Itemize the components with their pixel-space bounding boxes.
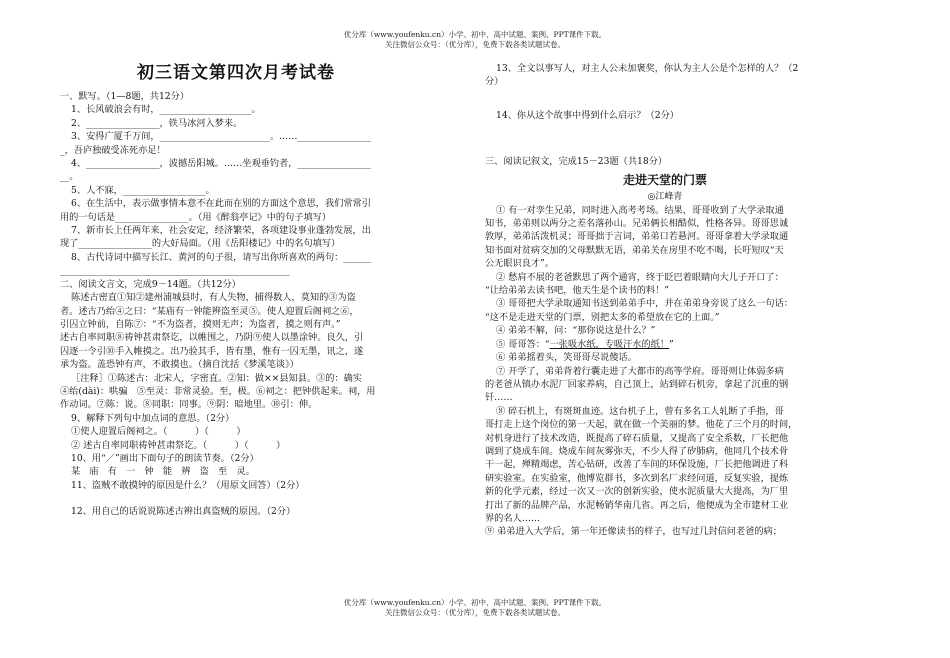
story-line-suffix: ” (669, 338, 674, 350)
question-line: 用的一句话是________________。（用《醉翁亭记》中的句子填写） (60, 211, 332, 223)
notes-line: ［注释］①陈述古：北宋人，字密直。②知：做××县知县。③的：确实 (71, 372, 363, 384)
right-column (485, 62, 845, 539)
story-line: ⑥ 弟弟摇着头，笑哥哥尽说傻话。 (496, 352, 637, 364)
notes-line: 作动词。⑦陈：说。⑧同职：同事。⑨阴：暗地里。⑩引：伸。 (60, 399, 318, 411)
story-line: 研实验室。在实验室，他博览群书，多次到名厂求经问道，反复实验，提炼 (485, 472, 789, 484)
story-line: ④ 弟弟不解，问：“那你说这是什么？” (496, 325, 656, 337)
page-header (0, 30, 950, 50)
story-line: ⑧ 碎石机上，有斑斑血迹。这台机子上，曾有多名工人轧断了手指，哥 (496, 405, 784, 417)
story-line: 公无眼识良才”。 (485, 258, 555, 270)
question-line: 现了________________的大好局面。（用《岳阳楼记》中的名句填写） (60, 238, 341, 250)
footer-line-1: 优分库（www.youfenku.cn）小学、初中、高中试题、案例、PPT课件下载。 (343, 598, 607, 607)
section-3-heading: 三、阅读记叙文，完成15－23题（共18分） (485, 156, 668, 168)
header-line-1: 优分库（www.youfenku.cn）小学、初中、高中试题、案例、PPT课件下载。 (343, 30, 607, 39)
question-line: 7、新市长上任两年来，社会安定，经济繁荣，各项建设事业蓬勃发展，出 (71, 225, 371, 237)
notes-line: ④绐(dài)：哄骗 ⑤至灵：非常灵验。至，极。⑥祠之：把钟供起来。祠，用 (60, 385, 376, 397)
question-line: 1、长风破浪会有时，____________________。 (71, 104, 261, 116)
story-line: 知书面对贫病交加的父母默默无语，弟弟关在房里不吃不喝，长吁短叹“天 (485, 244, 784, 256)
question-line: 11、盗贼不敢摸钟的原因是什么？（用原文回答）（2分） (71, 479, 305, 491)
story-line: 哥打走上这个岗位的第一天起，就在做一个美丽的梦。他花了三个月的时间， (485, 419, 798, 431)
rhythm-sentence: 某 庙 有 一 钟 能 辨 盗 至 灵。 (71, 466, 255, 478)
question-line: 5、人不寐，__________________。 (71, 184, 215, 196)
story-line: 的老爸从镇办水泥厂回家养病，自己顶上，站到碎石机旁，拿起了沉重的钢 (485, 378, 789, 390)
story-line: “让给弟弟去读书吧，他天生是个读书的料！” (485, 285, 669, 297)
story-line: 打出了新的品牌产品，水泥畅销华南几省。再之后，他便成为全市建材工业 (485, 499, 789, 511)
question-line: 12、用自己的话说说陈述古辨出真盗贼的原因。（2分） (71, 506, 296, 518)
underlined-phrase: 一张吸水纸，专吸汗水的纸！ (549, 338, 670, 350)
question-line: 9、解释下列句中加点词的意思。（2分） (71, 412, 235, 424)
story-line: 调到了烧成车间。烧成车间灰雾弥天，不少人得了矽肺病，他同几个技术骨 (485, 445, 789, 457)
story-line: 干一起，殚精竭虑，苦心钻研，改善了车间的环保设施，厂长把他调进了科 (485, 459, 789, 471)
question-line: ①使人迎置后阁祠之。（ ）（ ） (71, 426, 246, 438)
story-line: 对机身进行了技术改造，既提高了碎石质量，又提高了安全系数，厂长把他 (485, 432, 789, 444)
story-line-prefix: ⑤ 哥哥答：“ (496, 338, 550, 350)
header-line-2: 关注微信公众号：（优分库），免费下载各类试题试卷。 (385, 40, 565, 49)
question-line: 6、在生活中，表示做事情本意不在此而在别的方面这个意思，我们常常引 (71, 198, 371, 210)
story-line: ① 有一对孪生兄弟，同时进入高考考场。结果，哥哥收到了大学录取通 (496, 204, 784, 216)
question-line: __。 (60, 171, 79, 183)
question-line: 10、用“／”画出下面句子的朗读节奏。（2分） (71, 452, 259, 464)
story-line: 界的名人…… (485, 512, 541, 524)
passage-line: 述古自率同职⑧祷钟甚肃祭讫，以帷围之，乃阴⑨使人以墨涂钟。良久，引 (60, 332, 364, 344)
question-line: 3、安得广厦千万间，________________________。……________________ (71, 131, 371, 143)
question-line: 分） (485, 76, 504, 88)
story-line: ② 愁肩不展的老爸默思了两个通宵，终于眨巴着眼睛向大儿子开口了： (496, 271, 784, 283)
passage-line: 者。述古乃绐④之曰：“某庙有一钟能辨盗至灵⑤。使人迎置后阁祠之⑥， (60, 305, 359, 317)
question-line: 4、________________，波撼岳阳城。……坐观垂钓者，________________ (71, 158, 371, 170)
question-line: 14、你从这个故事中得到什么启示？（2分） (496, 109, 679, 121)
question-line: ② 述古自率同职祷钟甚肃祭讫。（ ）（ ） (71, 439, 286, 451)
question-line: 2、________________，铁马冰河入梦来。 (71, 117, 243, 129)
question-line: 13、全文以事写人，对主人公未加褒奖，你认为主人公是个怎样的人？（2 (496, 63, 799, 74)
story-line: ⑨ 弟弟进入大学后，第一年还像读书的样子，也写过几封信问老爸的病； (485, 526, 782, 538)
story-line: 钎…… (485, 392, 513, 404)
exam-title: 初三语文第四次月考试卷 (137, 63, 335, 83)
story-line: 新的化学元素，经过一次又一次的创新实验，使水泥质量大大提高，为厂里 (485, 486, 789, 498)
passage-line: 陈述古密直①知②建州浦城县时，有人失物，捕得数人，莫知的③为盗 (71, 292, 356, 304)
story-author: ◎江峰青 (647, 191, 683, 202)
question-line: _，吾庐独破受冻死亦足！ (60, 144, 166, 156)
story-line: ③ 哥哥把大学录取通知书送到弟弟手中，并在弟弟身旁说了这么一句话： (496, 298, 793, 310)
page-footer (0, 598, 950, 618)
passage-line: 引囚立钟前，自陈⑦：“不为盗者，摸则无声；为盗者，摸之则有声。” (60, 318, 341, 330)
passage-line: 囚逐一令引⑩手入帷摸之。出乃验其手，皆有墨，惟有一囚无墨，讯之，遂 (60, 345, 364, 357)
story-line: “这不是走进天堂的门票，别把太多的希望放在它的上面。” (485, 311, 720, 323)
section-2-heading: 二、阅读文言文，完成9－14题。（共12分） (60, 278, 241, 290)
section-1-heading: 一、默写。（1—8题，共12分） (60, 91, 190, 102)
left-column (60, 62, 412, 519)
passage-line: 承为盗。盖恐钟有声，不敢摸也。（摘自沈括《梦溪笔谈》） (60, 359, 299, 371)
story-line (485, 338, 845, 351)
footer-line-2: 关注微信公众号：（优分库），免费下载各类试题试卷。 (385, 608, 565, 617)
question-line: 8、古代诗词中描写长江、黄河的句子很，请写出你所喜欢的两句：______ (71, 251, 371, 263)
story-line: 敦厚，弟弟活泼机灵；哥哥拙于言词，弟弟口若悬河。哥哥拿着大学录取通 (485, 231, 789, 243)
story-title: 走进天堂的门票 (622, 172, 707, 187)
question-line: __________________________________________________ (60, 265, 290, 277)
story-line: 知书，弟弟则以两分之差名落孙山。兄弟俩长相酷似，性格各异。哥哥思诚 (485, 218, 789, 230)
story-line: ⑦ 开学了，弟弟背着行囊走进了大都市的高等学府。哥哥则让体弱多病 (496, 365, 784, 377)
